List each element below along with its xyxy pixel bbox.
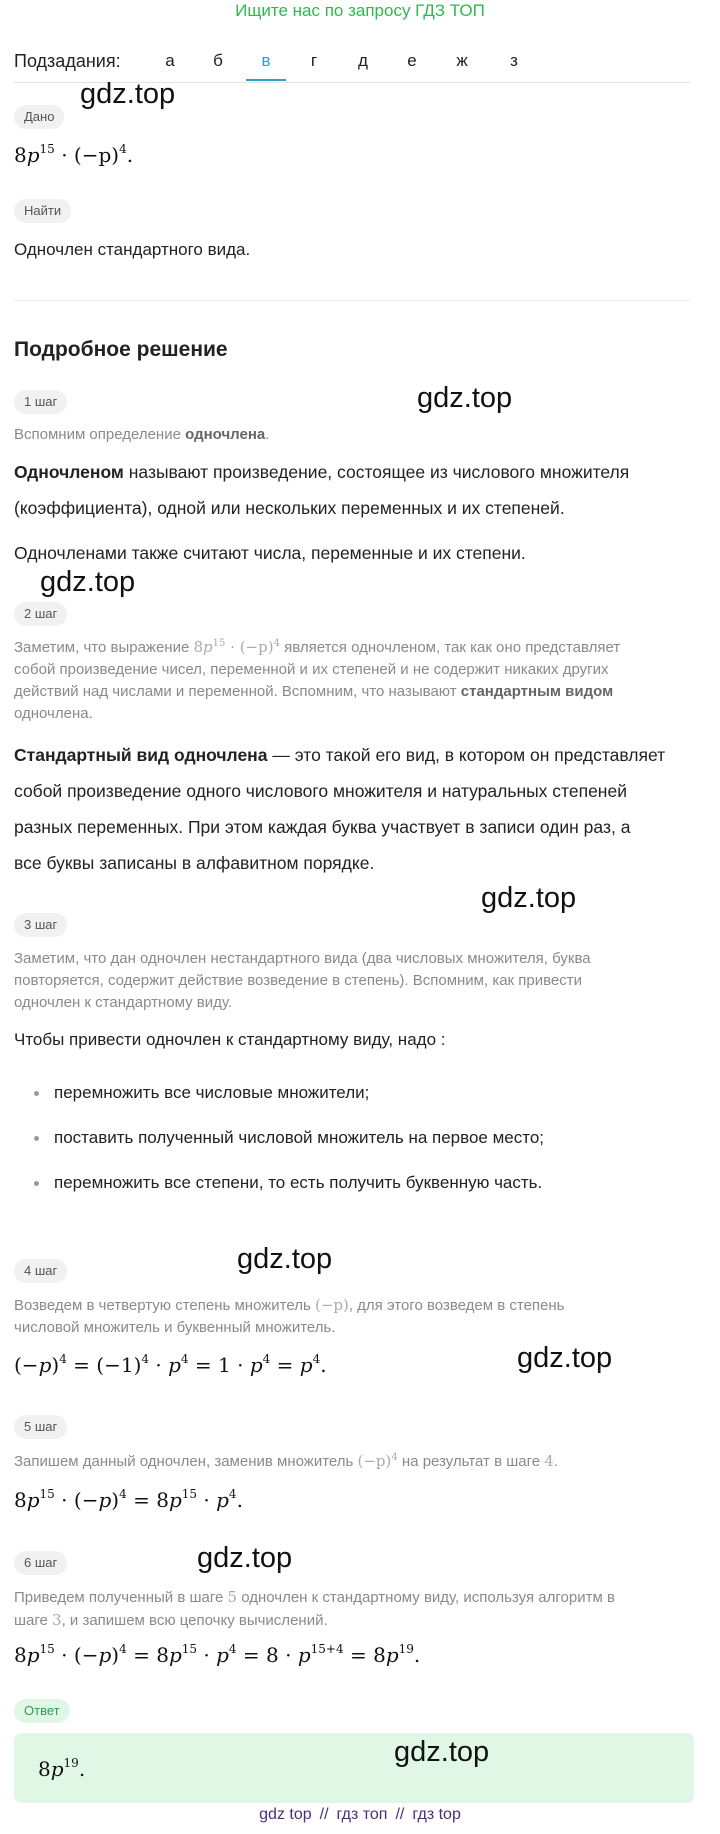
step-5-chip: 5 шаг	[14, 1415, 67, 1439]
subtasks-label: Подзадания:	[14, 51, 121, 71]
answer-chip: Ответ	[14, 1699, 70, 1723]
tab-zh[interactable]: ж	[456, 51, 468, 70]
list-item: поставить полученный числовой множитель на первое место;	[54, 1126, 544, 1150]
watermark: gdz.top	[80, 78, 176, 110]
step-4-chip: 4 шаг	[14, 1259, 67, 1283]
watermark: gdz.top	[394, 1736, 490, 1768]
divider	[14, 300, 690, 301]
step-5-hint: Запишем данный одночлен, заменив множитель $(-p)^4$ на результат в шаге 4.	[14, 1452, 558, 1470]
tab-a[interactable]: а	[165, 51, 175, 70]
given-expression: $8p^{15} \cdot (-p)^4$.	[14, 142, 134, 167]
step-1-hint: Вспомним определение одночлена.	[14, 426, 270, 443]
watermark: gdz.top	[517, 1342, 613, 1374]
tab-g[interactable]: г	[310, 51, 318, 70]
watermark: gdz.top	[481, 882, 577, 914]
solution-title: Подробное решение	[14, 338, 228, 361]
tab-d[interactable]: д	[358, 51, 368, 70]
step-6-chip: 6 шаг	[14, 1551, 67, 1575]
step-3-hint: Заметим, что дан одночлен нестандартного вида (два числовых множителя, буква повторяется, содержит действие возведение в степень). Вспомним, как привести одночлен к стандартному виду.	[14, 950, 591, 1011]
step-6-equation: $8p^{15} \cdot (-p)^4 = 8p^{15} \cdot p^4 = 8 \cdot p^{15+4} = 8p^{19}$.	[14, 1642, 421, 1667]
list-item: перемножить все числовые множители;	[54, 1081, 369, 1105]
footer-links: gdz top // гдз топ // гдз top	[259, 1806, 461, 1823]
step-2-definition: Стандартный вид одночлена — это такой его вид, в котором он представляет собой произведение одного числового множителя и натуральных степеней разных переменных. При этом каждая буква участвует в записи один раз, а все буквы записаны в алфавитном порядке.	[14, 745, 666, 873]
tab-z[interactable]: з	[510, 51, 518, 70]
step-3-lead: Чтобы привести одночлен к стандартному виду, надо :	[14, 1030, 446, 1049]
watermark: gdz.top	[40, 566, 136, 598]
step-3-chip: 3 шаг	[14, 913, 67, 937]
step-5-equation: $8p^{15} \cdot (-p)^4 = 8p^{15} \cdot p^4$.	[14, 1487, 243, 1512]
inline-math: $8p^{15} \cdot (-p)^4$	[193, 638, 280, 656]
tab-e[interactable]: е	[407, 51, 417, 70]
step-2-chip: 2 шаг	[14, 602, 67, 626]
footer-link[interactable]: гдз топ	[336, 1806, 388, 1823]
footer-link[interactable]: gdz top	[259, 1806, 312, 1823]
promo-banner[interactable]: Ищите нас по запросу ГДЗ ТОП	[235, 1, 485, 20]
tab-b[interactable]: б	[213, 51, 223, 70]
step-4-equation: $(-p)^4 = (-1)^4 \cdot p^4 = 1 \cdot p^4 = p^4$.	[14, 1352, 327, 1377]
step-1-chip: 1 шаг	[14, 390, 67, 414]
step-1-definition: Одночленом называют произведение, состоящее из числового множителя (коэффициента), одной или нескольких переменных и их степеней.	[14, 462, 630, 518]
given-chip: Дано	[14, 105, 64, 129]
step-2-hint: Заметим, что выражение $8p^{15} \cdot (-p)^4$ является одночленом, так как оно представляет собой произведение чисел, переменной и их степеней и не содержит никаких других действий над числами и переменной. Вспомним, что называют стандартным видом одночлена.	[14, 638, 621, 722]
find-chip: Найти	[14, 199, 71, 223]
list-item: перемножить все степени, то есть получить буквенную часть.	[54, 1171, 542, 1195]
step-4-hint: Возведем в четвертую степень множитель (−p), для этого возведем в степень числовой множитель и буквенный множитель.	[14, 1296, 565, 1336]
step-6-hint: Приведем полученный в шаге 5 одночлен к стандартному виду, используя алгоритм в шаге 3, и запишем всю цепочку вычислений.	[14, 1588, 615, 1629]
step-1-note: Одночленами также считают числа, переменные и их степени.	[14, 543, 526, 563]
find-text: Одночлен стандартного вида.	[14, 240, 251, 259]
tab-v[interactable]: в	[246, 51, 286, 81]
watermark: gdz.top	[197, 1542, 293, 1574]
answer-box	[14, 1733, 694, 1803]
answer-expression: $8p^{19}$.	[38, 1756, 86, 1781]
watermark: gdz.top	[237, 1243, 333, 1275]
watermark: gdz.top	[417, 382, 513, 414]
footer-link[interactable]: гдз top	[412, 1806, 461, 1823]
